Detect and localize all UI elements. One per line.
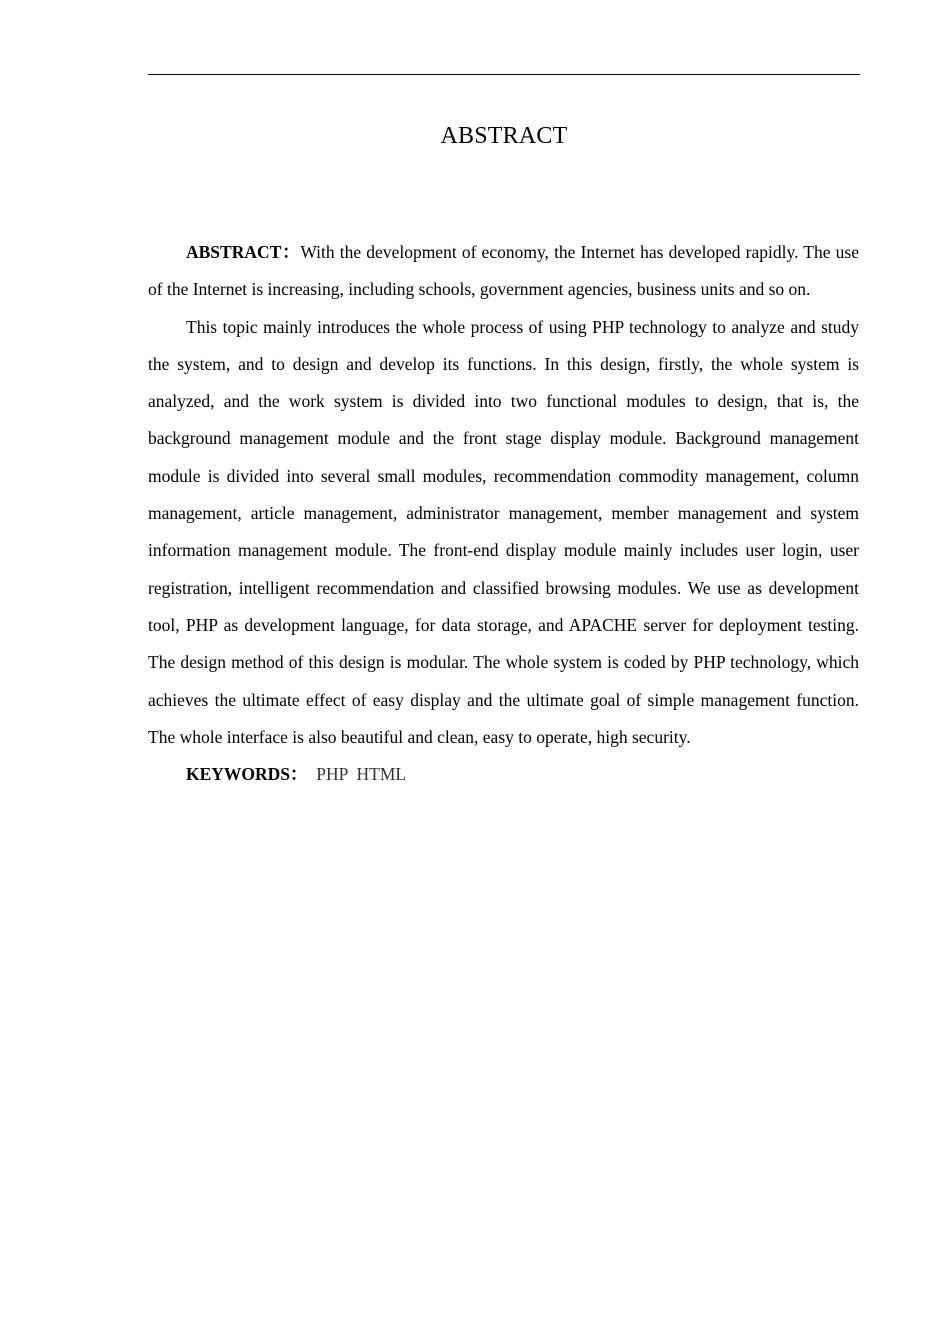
page-title: ABSTRACT bbox=[440, 123, 568, 149]
abstract-paragraph-1-text: With the development of economy, the Internet has developed rapidly. The use of the Internet is increasing, including schools, government agencies, business units and so on. bbox=[148, 242, 859, 300]
header-rule bbox=[148, 74, 860, 75]
abstract-body bbox=[148, 234, 859, 793]
abstract-label: ABSTRACT： bbox=[186, 242, 301, 262]
keywords-label: KEYWORDS： bbox=[186, 764, 308, 785]
abstract-paragraph-2: This topic mainly introduces the whole process of using PHP technology to analyze and study the system, and to design and develop its functions. In this design, firstly, the whole system is analyzed, and the work system is divided into two functional modules to design, that is, the background management module and the front stage display module. Background management module is divided into several small modules, recommendation commodity management, column management, article management, administrator management, member management and system information management module. The front-end display module mainly includes user login, user registration, intelligent recommendation and classified browsing modules. We use as development tool, PHP as development language, for data storage, and APACHE server for deployment testing. The design method of this design is modular. The whole system is coded by PHP technology, which achieves the ultimate effect of easy display and the ultimate goal of simple management function. The whole interface is also beautiful and clean, easy to operate, high security. bbox=[148, 316, 859, 747]
abstract-paragraph-1 bbox=[148, 234, 859, 309]
keywords-value: PHP HTML bbox=[316, 764, 407, 785]
keywords-line bbox=[148, 756, 859, 793]
